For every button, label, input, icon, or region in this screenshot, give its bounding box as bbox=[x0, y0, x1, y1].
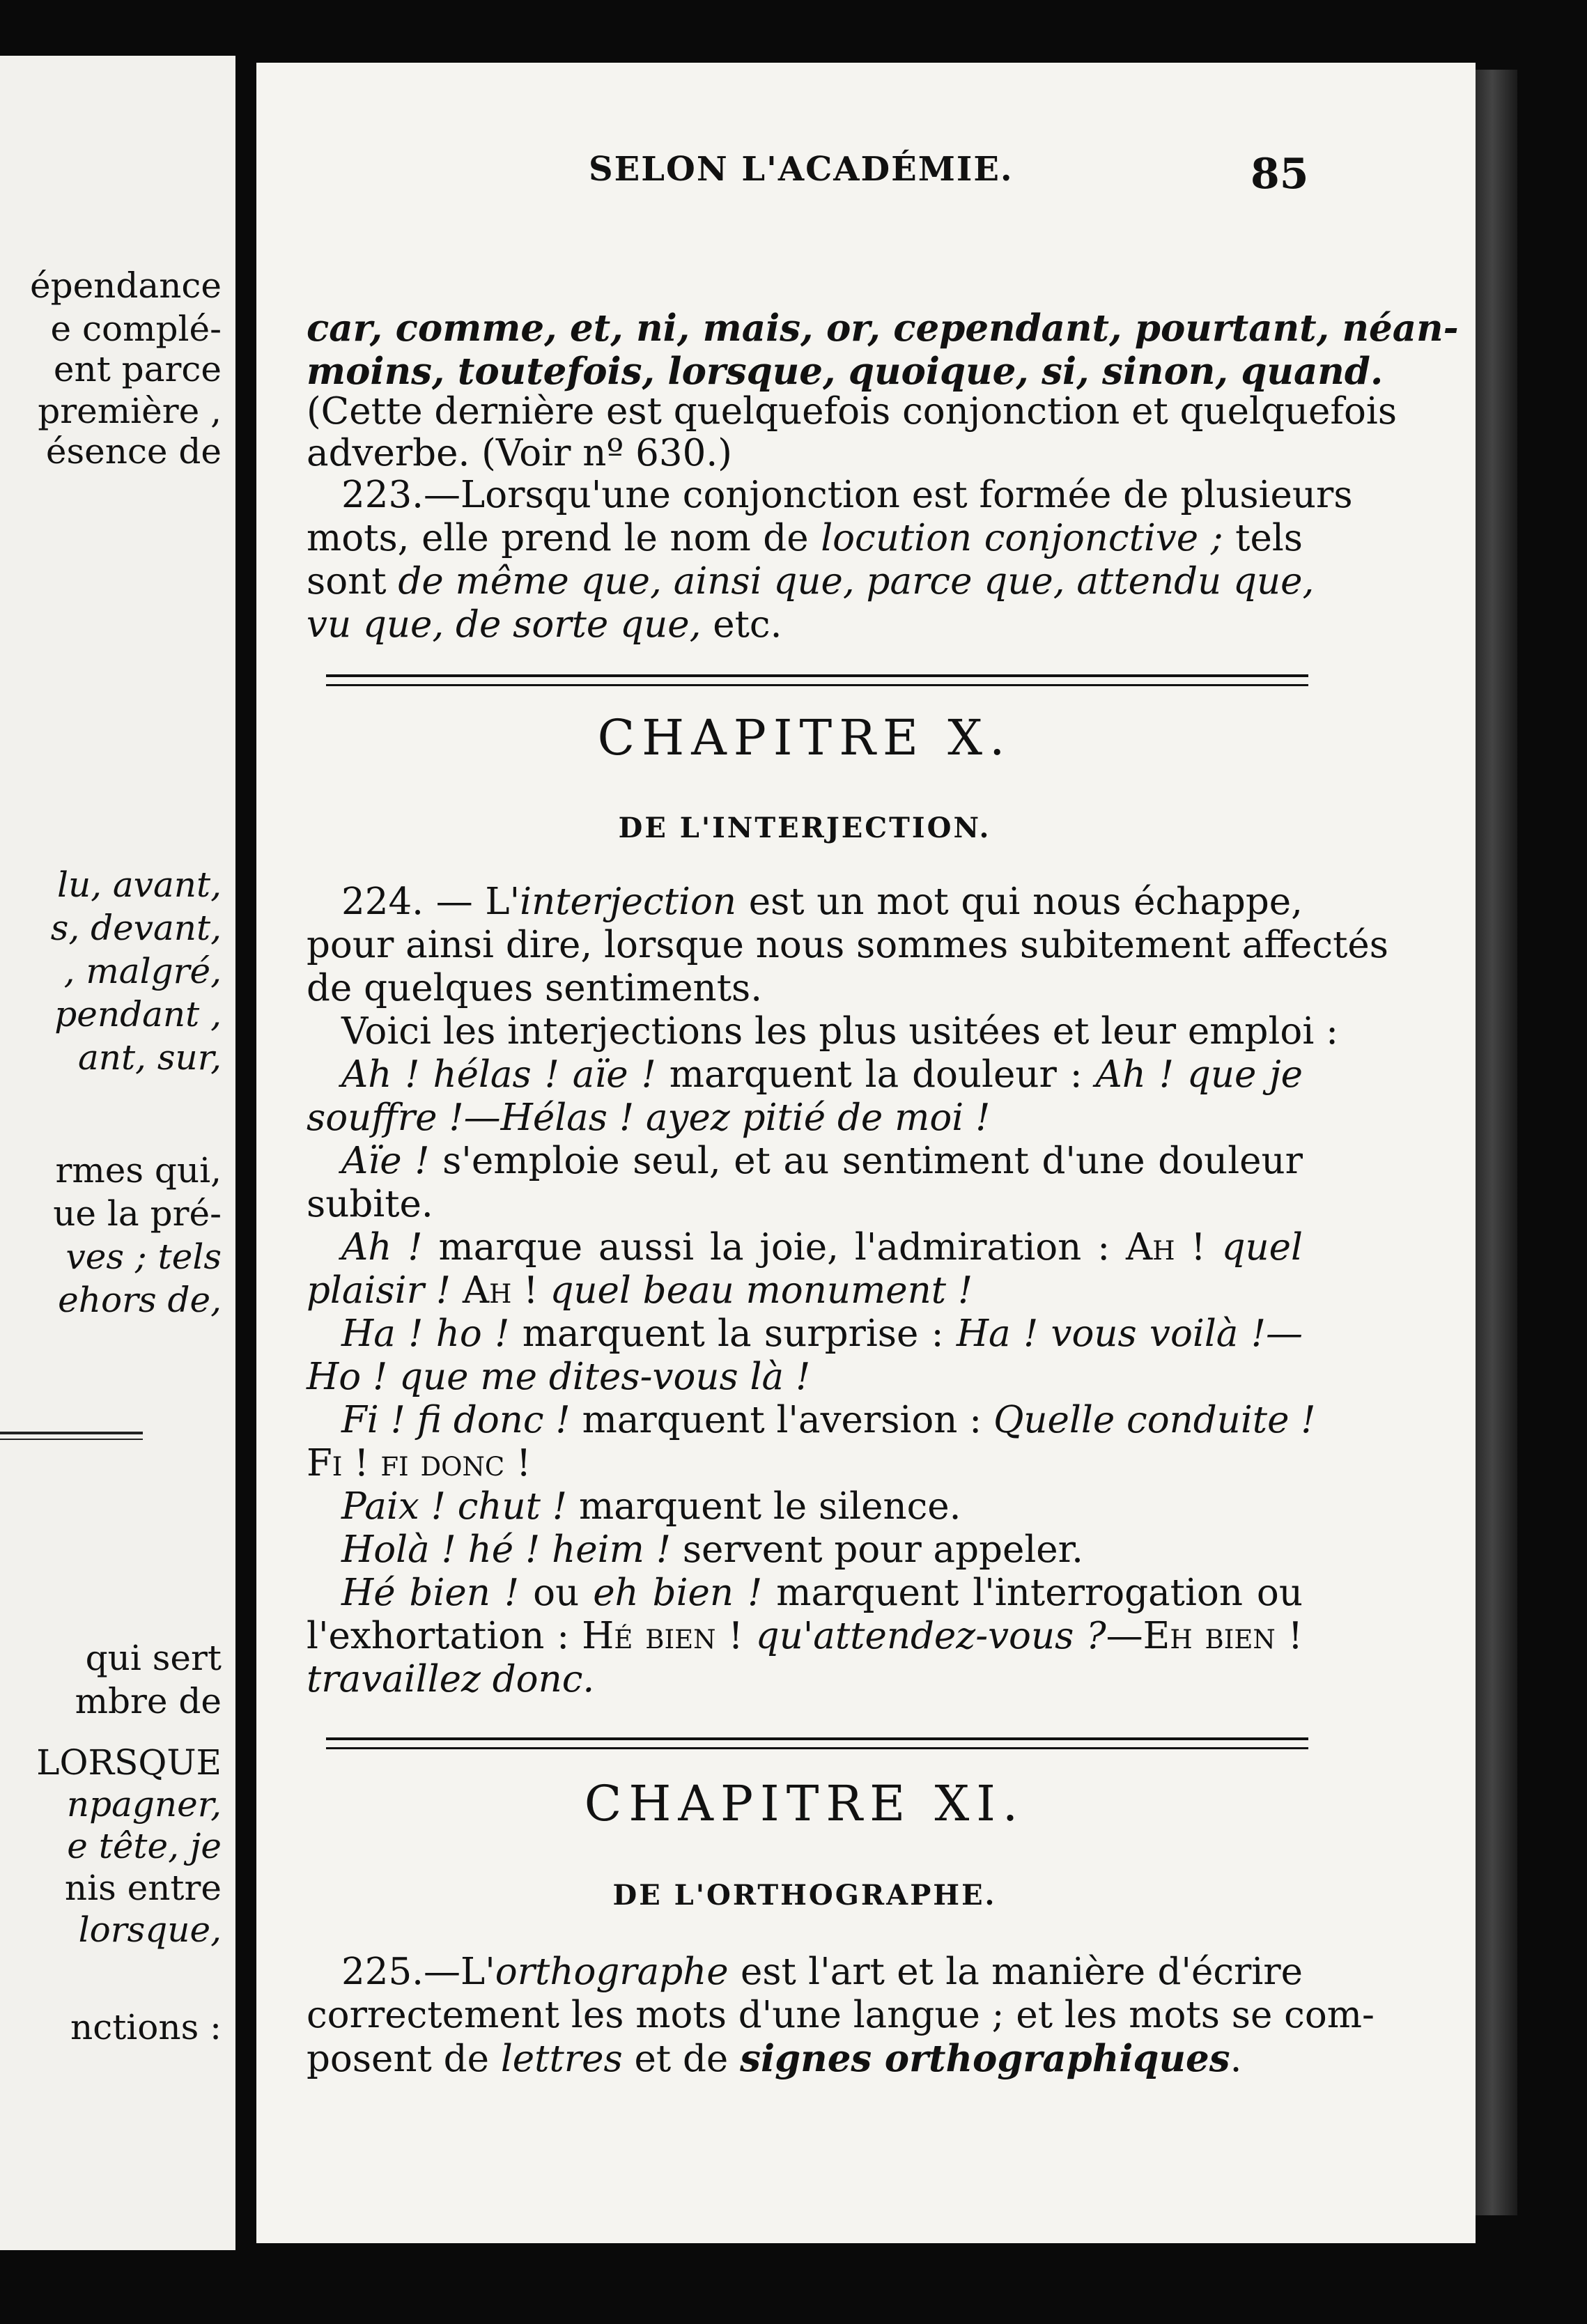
left-page-line: nctions : bbox=[70, 2007, 222, 2047]
chapter-title: CHAPITRE XI. bbox=[584, 1775, 1025, 1832]
left-page-line: ue la pré- bbox=[53, 1193, 222, 1234]
left-page-line: e complé- bbox=[50, 309, 222, 349]
book-gutter bbox=[235, 0, 256, 2324]
left-page-line: ehors de, bbox=[58, 1280, 222, 1320]
left-page-line: npagner, bbox=[66, 1784, 222, 1825]
section-rule bbox=[326, 674, 1308, 686]
chapter-subtitle: DE L'INTERJECTION. bbox=[618, 812, 991, 844]
left-page-line: ant, sur, bbox=[77, 1037, 222, 1078]
page-edge bbox=[1476, 70, 1517, 2215]
left-page-line: s, devant, bbox=[50, 908, 222, 948]
text-line: subite. bbox=[307, 1183, 433, 1225]
text-line: pour ainsi dire, lorsque nous sommes subitement affectés bbox=[307, 924, 1388, 966]
text-line: posent de lettres et de signes orthographiques. bbox=[307, 2037, 1242, 2080]
text-line: Ah ! marque aussi la joie, l'admiration : Ah ! quel bbox=[341, 1226, 1303, 1269]
text-line: mots, elle prend le nom de locution conjonctive ; tels bbox=[307, 517, 1303, 559]
left-page-line: , malgré, bbox=[63, 951, 222, 991]
left-page-line: lorsque, bbox=[78, 1909, 222, 1950]
text-line: de quelques sentiments. bbox=[307, 967, 763, 1009]
text-line: adverbe. (Voir nº 630.) bbox=[307, 432, 732, 474]
text-line: 223.—Lorsqu'une conjonction est formée de plusieurs bbox=[341, 474, 1353, 516]
text-line: Voici les interjections les plus usitées et leur emploi : bbox=[341, 1010, 1338, 1053]
left-page-line: e tête, je bbox=[67, 1826, 222, 1866]
left-page-line: lu, avant, bbox=[56, 865, 222, 905]
text-line: correctement les mots d'une langue ; et les mots se com- bbox=[307, 1994, 1375, 2036]
left-page-line: pendant , bbox=[54, 994, 222, 1035]
text-line: Fi ! fi donc ! marquent l'aversion : Quelle conduite ! bbox=[341, 1399, 1316, 1441]
text-line: Ah ! hélas ! aïe ! marquent la douleur : Ah ! que je bbox=[341, 1053, 1303, 1096]
text-line: souffre !—Hélas ! ayez pitié de moi ! bbox=[307, 1097, 991, 1139]
left-page-line: première , bbox=[38, 391, 222, 431]
left-page-line: qui sert bbox=[85, 1638, 222, 1678]
left-page-line: ent parce bbox=[53, 349, 222, 389]
text-line: Ha ! ho ! marquent la surprise : Ha ! vous voilà !— bbox=[341, 1312, 1303, 1355]
text-line: (Cette dernière est quelquefois conjonction et quelquefois bbox=[307, 390, 1398, 433]
text-line: Fi ! fi donc ! bbox=[307, 1442, 532, 1485]
text-line: 224. — L'interjection est un mot qui nous échappe, bbox=[341, 881, 1303, 923]
text-line: moins, toutefois, lorsque, quoique, si, sinon, quand. bbox=[307, 350, 1384, 393]
left-page-line: LORSQUE bbox=[36, 1742, 222, 1783]
text-line: plaisir ! Ah ! quel beau monument ! bbox=[307, 1269, 973, 1312]
chapter-title: CHAPITRE X. bbox=[597, 709, 1012, 766]
page-number: 85 bbox=[1251, 150, 1309, 199]
text-line: 225.—L'orthographe est l'art et la manière d'écrire bbox=[341, 1951, 1303, 1993]
text-line: Ho ! que me dites-vous là ! bbox=[307, 1356, 811, 1398]
text-line: Aïe ! s'emploie seul, et au sentiment d'une douleur bbox=[341, 1140, 1303, 1182]
text-line: Paix ! chut ! marquent le silence. bbox=[341, 1485, 961, 1528]
left-page-line: mbre de bbox=[75, 1681, 222, 1721]
text-line: vu que, de sorte que, etc. bbox=[307, 603, 782, 646]
running-head: SELON L'ACADÉMIE. bbox=[589, 150, 1014, 189]
text-line: Holà ! hé ! heim ! servent pour appeler. bbox=[341, 1528, 1083, 1571]
chapter-subtitle: DE L'ORTHOGRAPHE. bbox=[612, 1879, 997, 1912]
left-page-line: épendance bbox=[30, 265, 222, 306]
section-rule bbox=[326, 1737, 1308, 1749]
text-line: Hé bien ! ou eh bien ! marquent l'interrogation ou bbox=[341, 1572, 1303, 1614]
previous-page bbox=[0, 56, 235, 2250]
left-page-rule bbox=[0, 1432, 143, 1440]
left-page-line: nis entre bbox=[64, 1868, 222, 1908]
text-line: l'exhortation : Hé bien ! qu'attendez-vous ?—Eh bien ! bbox=[307, 1615, 1303, 1657]
text-line: sont de même que, ainsi que, parce que, attendu que, bbox=[307, 560, 1315, 603]
text-line: travaillez donc. bbox=[307, 1658, 595, 1701]
left-page-line: ves ; tels bbox=[65, 1237, 222, 1277]
text-line: car, comme, et, ni, mais, or, cependant, pourtant, néan- bbox=[307, 307, 1459, 350]
left-page-line: rmes qui, bbox=[55, 1150, 222, 1191]
left-page-line: ésence de bbox=[45, 431, 222, 472]
